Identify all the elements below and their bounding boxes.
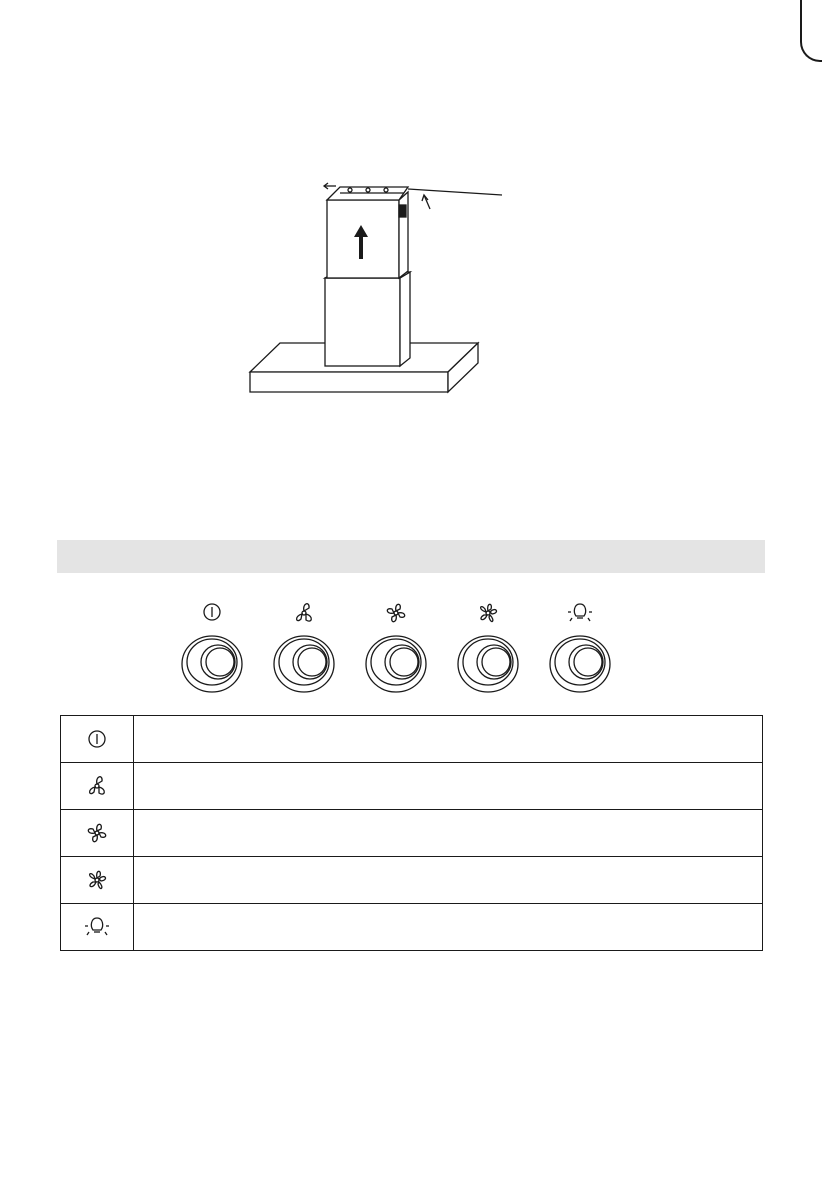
knob-light[interactable] bbox=[548, 596, 618, 696]
light-icon bbox=[84, 916, 110, 938]
row-description bbox=[134, 904, 763, 951]
table-row bbox=[61, 857, 763, 904]
power-icon bbox=[86, 728, 108, 750]
fan-speed-3-icon bbox=[481, 604, 497, 621]
power-icon bbox=[204, 604, 220, 620]
fan-speed-2-icon bbox=[387, 604, 404, 621]
fan-speed-1-icon bbox=[85, 774, 109, 798]
arrow-up-icon bbox=[354, 225, 368, 261]
row-description bbox=[134, 810, 763, 857]
knob-fan-speed-3[interactable] bbox=[456, 596, 526, 696]
knob-fan-speed-1[interactable] bbox=[272, 596, 342, 696]
knob-fan-speed-2[interactable] bbox=[364, 596, 434, 696]
table-row bbox=[61, 716, 763, 763]
hood-installation-figure bbox=[240, 175, 510, 405]
row-description bbox=[134, 763, 763, 810]
table-row bbox=[61, 763, 763, 810]
symbol-table bbox=[60, 715, 763, 951]
table-row bbox=[61, 904, 763, 951]
row-description bbox=[134, 857, 763, 904]
row-description bbox=[134, 716, 763, 763]
section-header-band bbox=[57, 540, 765, 573]
fan-speed-1-icon bbox=[297, 604, 312, 621]
knob-power[interactable] bbox=[180, 596, 250, 696]
table-row bbox=[61, 810, 763, 857]
light-icon bbox=[568, 604, 592, 621]
fan-speed-2-icon bbox=[85, 821, 109, 845]
fan-speed-3-icon bbox=[85, 868, 109, 892]
control-knob-row bbox=[170, 596, 630, 696]
page-tab-marker bbox=[800, 0, 822, 62]
